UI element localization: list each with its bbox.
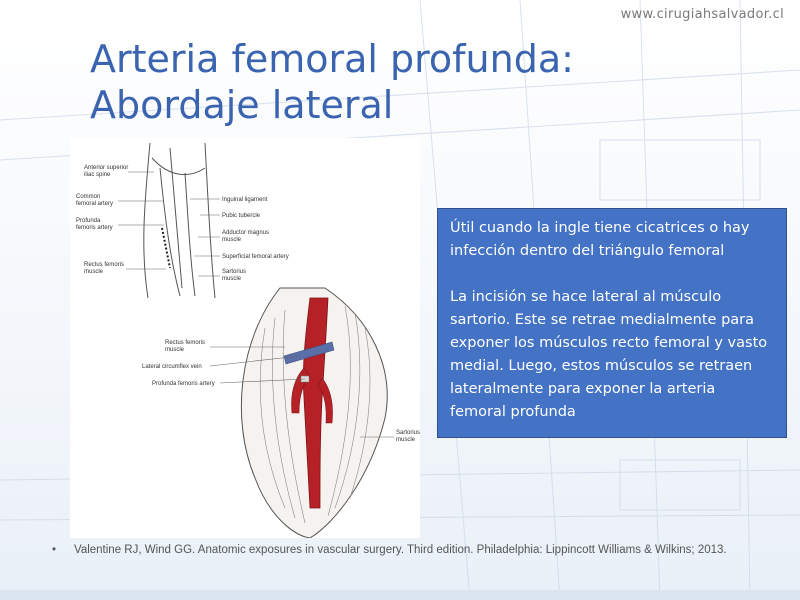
reference-text: Valentine RJ, Wind GG. Anatomic exposures in vascular surgery. Third edition. Philadelphia: Lippincott Williams & Wilkins; 2013.	[74, 544, 727, 556]
label-pubic: Pubic tubercle	[222, 213, 261, 219]
label-asis-1: Anterior superior	[84, 165, 129, 171]
page-title	[90, 36, 730, 128]
label-asis-2: iliac spine	[84, 172, 111, 178]
site-url: www.cirugiahsalvador.cl	[620, 7, 784, 22]
label-inguinal: Inguinal ligament	[222, 197, 268, 203]
label-sartorius-upper-1: Sartorius	[222, 269, 247, 275]
label-adductor-2: muscle	[222, 237, 242, 243]
label-rectus-lower-1: Rectus femoris	[165, 340, 206, 346]
callout-paragraph-1: Útil cuando la ingle tiene cicatrices o hay infección dentro del triángulo femoral	[450, 220, 750, 259]
label-profunda-2: femoris artery	[76, 225, 113, 231]
label-profunda-lower: Profunda femoris artery	[152, 381, 215, 387]
label-rectus-2: muscle	[84, 269, 104, 275]
label-circumflex: Lateral circumflex vein	[142, 364, 202, 370]
label-superficial-femoral: Superficial femoral artery	[222, 254, 289, 260]
callout-paragraph-2: La incisión se hace lateral al músculo sartorio. Este se retrae medialmente para exponer los músculos recto femoral y vasto medial. Luego, estos músculos se retraen lateralmente para exponer la arteria femoral profunda	[450, 289, 768, 420]
bottom-band	[0, 590, 800, 600]
label-sartorius-lower-1: Sartorius	[396, 430, 420, 436]
label-sartorius-upper-2: muscle	[222, 276, 242, 282]
label-sartorius-lower-2: muscle	[396, 437, 416, 443]
label-adductor-1: Adductor magnus	[222, 230, 270, 236]
reference-citation	[52, 543, 772, 557]
label-profunda-1: Profunda	[76, 218, 101, 224]
anatomic-illustration	[70, 138, 420, 538]
title-line-1: Arteria femoral profunda:	[90, 37, 574, 81]
label-common-femoral-2: femoral artery	[76, 201, 114, 207]
label-common-femoral-1: Common	[76, 194, 101, 200]
illustration-svg	[70, 138, 420, 538]
label-rectus-1: Rectus femoris	[84, 262, 125, 268]
explanation-box	[437, 208, 787, 438]
title-line-2: Abordaje lateral	[90, 83, 394, 127]
label-rectus-lower-2: muscle	[165, 347, 185, 353]
bullet: •	[52, 544, 57, 556]
